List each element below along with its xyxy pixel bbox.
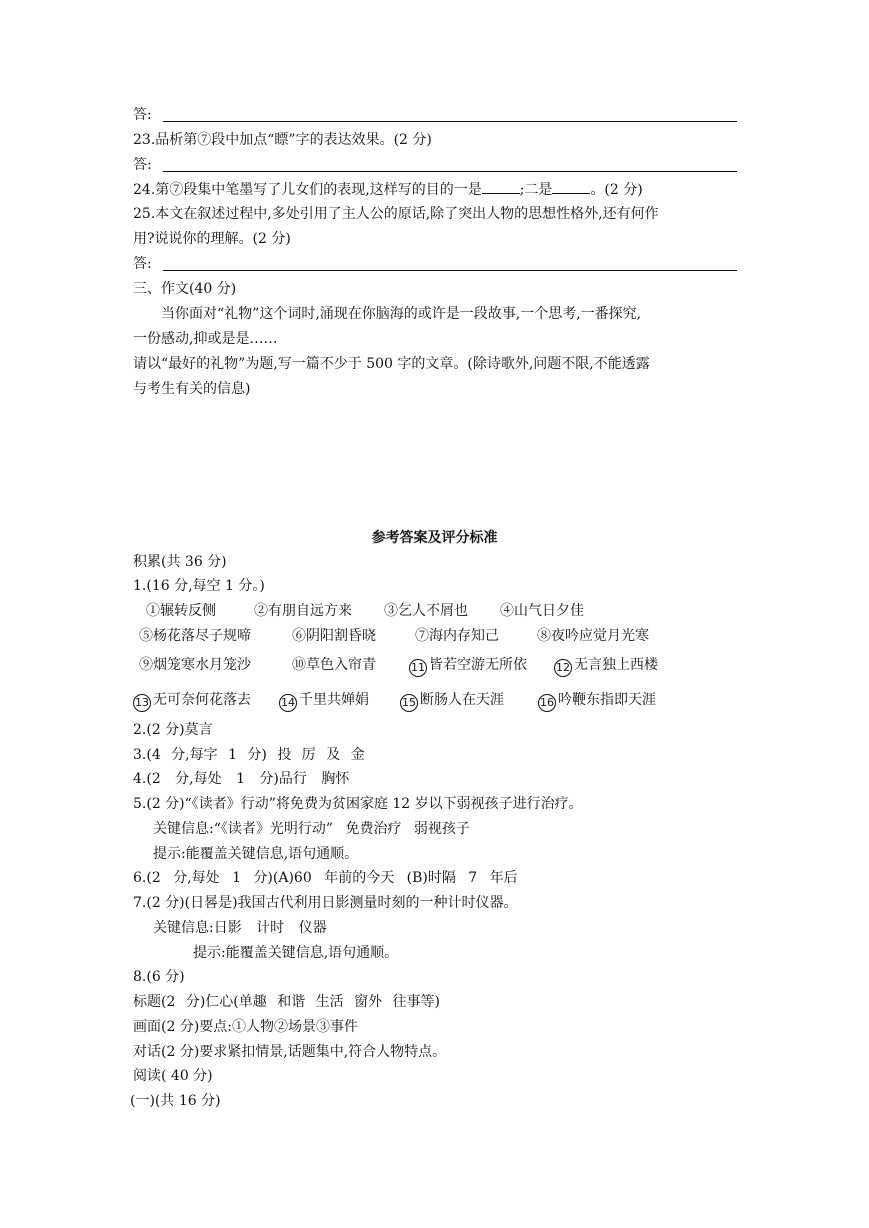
- section-accumulation: 积累(共 36 分): [133, 554, 227, 570]
- question-25-line2: 用?说说你的理解。(2 分): [133, 231, 291, 247]
- answer-8: 8.(6 分): [133, 969, 185, 985]
- blank-1[interactable]: [482, 180, 520, 194]
- question-23: 23.品析第⑦段中加点“瞟”字的表达效果。(2 分): [133, 132, 432, 148]
- answer-line[interactable]: [163, 270, 737, 271]
- answer-text: 无言独上西楼: [574, 657, 658, 673]
- question-25-line1: 25.本文在叙述过程中,多处引用了主人公的原话,除了突出人物的思想性格外,还有何作: [133, 206, 659, 222]
- answer-1-item: ③乞人不屑也: [384, 603, 468, 619]
- circled-number: 16: [538, 694, 556, 712]
- composition-task-line2: 与考生有关的信息): [133, 381, 251, 397]
- answer-1-item: ⑨烟笼寒水月笼沙: [139, 657, 251, 673]
- question-24-part1: 24.第⑦段集中笔墨写了儿女们的表现,这样写的目的一是: [133, 182, 482, 198]
- answer-1-item-circled: [409, 656, 527, 677]
- answer-1-item: ⑥阴阳割昏晓: [292, 628, 376, 644]
- question-24-part2: ;二是: [519, 182, 553, 198]
- answer-line[interactable]: [163, 171, 737, 172]
- answer-text: 无可奈何花落去: [153, 692, 251, 708]
- circled-number: 12: [554, 659, 572, 677]
- circled-number: 15: [400, 694, 418, 712]
- answer-1-item-circled: [133, 691, 251, 712]
- answer-text: 皆若空游无所依: [429, 657, 527, 673]
- reading-subsection-1: (一)(共 16 分): [130, 1093, 221, 1109]
- answer-1-item: ⑩草色入帘青: [292, 657, 376, 673]
- answer-text: 千里共婵娟: [299, 692, 369, 708]
- composition-task-line1: 请以“最好的礼物”为题,写一篇不少于 500 字的文章。(除诗歌外,问题不限,不能透露: [133, 356, 650, 372]
- answer-1-item: ④山气日夕佳: [500, 603, 584, 619]
- circled-number: 11: [409, 659, 427, 677]
- answer-key-title: 参考答案及评分标准: [371, 530, 498, 546]
- answer-1-item: ⑧夜吟应觉月光寒: [537, 628, 649, 644]
- answer-8-title: 标题(2 分)仁心(单趣 和谐 生活 窗外 往事等): [133, 994, 441, 1010]
- composition-prompt-line2: 一份感动,抑或是是……: [133, 331, 278, 347]
- answer-1-item: ⑦海内存知己: [415, 628, 499, 644]
- circled-number: 13: [133, 694, 151, 712]
- answer-text: 断肠人在天涯: [420, 692, 504, 708]
- answer-1-item-circled: [400, 691, 504, 712]
- answer-1-item-circled: [279, 691, 369, 712]
- answer-8-dialog: 对话(2 分)要求紧扣情景,话题集中,符合人物特点。: [133, 1044, 447, 1060]
- answer-text: 吟鞭东指即天涯: [558, 692, 656, 708]
- answer-2: 2.(2 分)莫言: [133, 722, 213, 738]
- answer-4: 4.(2 分,每处 1 分)品行 胸怀: [133, 771, 350, 787]
- answer-label: 答:: [133, 157, 152, 173]
- answer-5: 5.(2 分)“《读者》行动”将免费为贫困家庭 12 岁以下弱视孩子进行治疗。: [133, 796, 583, 812]
- section-reading: 阅读( 40 分): [133, 1068, 213, 1084]
- circled-number: 14: [279, 694, 297, 712]
- answer-1-item-circled: [554, 656, 658, 677]
- answer-1-heading: 1.(16 分,每空 1 分。): [133, 578, 265, 594]
- composition-heading: 三、作文(40 分): [133, 281, 237, 297]
- answer-5-tip: 提示:能覆盖关键信息,语句通顺。: [153, 846, 359, 862]
- answer-3: 3.(4 分,每字 1 分) 投 厉 及 金: [133, 747, 365, 763]
- answer-7-key-info: 关键信息:日影 计时 仪器: [153, 920, 327, 936]
- answer-8-picture: 画面(2 分)要点:①人物②场景③事件: [133, 1019, 358, 1035]
- answer-7: 7.(2 分)(日晷是)我国古代利用日影测量时刻的一种计时仪器。: [133, 895, 518, 911]
- answer-5-key-info: 关键信息:“《读者》光明行动” 免费治疗 弱视孩子: [153, 821, 470, 837]
- answer-7-tip: 提示:能覆盖关键信息,语句通顺。: [193, 945, 399, 961]
- answer-label: 答:: [133, 256, 152, 272]
- answer-1-item: ②有朋自远方来: [254, 603, 352, 619]
- answer-line[interactable]: [163, 121, 737, 122]
- composition-prompt-line1: 当你面对“礼物”这个词时,涌现在你脑海的或许是一段故事,一个思考,一番探究,: [161, 306, 642, 322]
- blank-2[interactable]: [552, 180, 590, 194]
- answer-1-item: ⑤杨花落尽子规啼: [139, 628, 251, 644]
- question-24: [133, 180, 643, 199]
- answer-label: 答:: [133, 107, 152, 123]
- answer-1-item: ①辗转反侧: [146, 603, 216, 619]
- answer-6: 6.(2 分,每处 1 分)(A)60 年前的今天 (B)时隔 7 年后: [133, 870, 518, 886]
- answer-1-item-circled: [538, 691, 656, 712]
- question-24-part3: 。(2 分): [590, 182, 643, 198]
